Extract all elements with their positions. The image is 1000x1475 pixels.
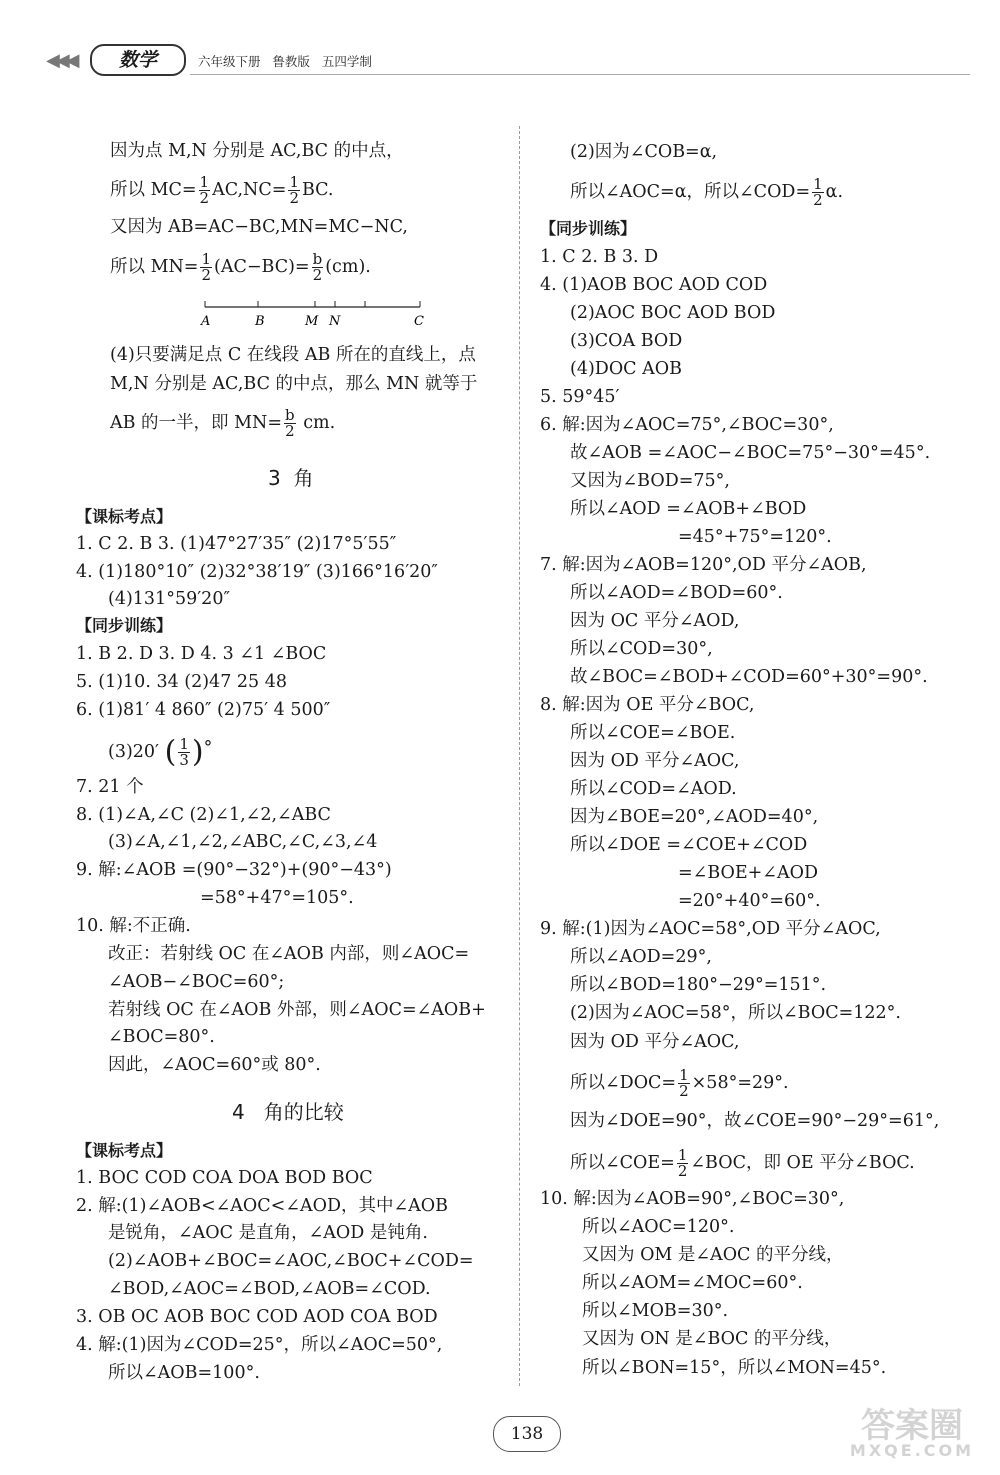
text-line: 因为∠BOE=20°,∠AOD=40°, [570, 807, 819, 827]
text-line: 3. OB OC AOB BOC COD AOD COA BOD [76, 1307, 438, 1327]
text-line: 又因为 OM 是∠AOC 的平分线， [582, 1245, 844, 1265]
text-line: ∠BOD,∠AOC=∠BOD,∠AOB=∠COD. [108, 1279, 431, 1299]
text-line: 5. (1)10. 34 (2)47 25 48 [76, 672, 287, 692]
column-divider [519, 126, 520, 1386]
subject-badge: 数学 [90, 44, 186, 76]
text-line: =45°+75°=120°. [678, 527, 832, 547]
text-line: 所以∠MOB=30°. [582, 1301, 729, 1321]
text-line: 8. 解:因为 OE 平分∠BOC, [540, 695, 755, 715]
text-line: 因为点 M,N 分别是 AC,BC 的中点， [110, 141, 404, 161]
text-line: 因为 OC 平分∠AOD, [570, 611, 740, 631]
fraction: $\frac{1}{2}$ [813, 175, 823, 209]
text-line: 所以∠COE= $\frac{1}{2}$ ∠BOC，即 OE 平分∠BOC. [570, 1146, 915, 1180]
text-line: 所以∠AOM=∠MOC=60°. [582, 1273, 803, 1293]
fraction: $\frac{b}{2}$ [285, 406, 295, 440]
fraction: $\frac{1}{2}$ [677, 1146, 688, 1180]
text-line: 所以∠AOC=120°. [582, 1217, 735, 1237]
section-title-3: 3 角 [268, 466, 314, 490]
text-line: (4)只要满足点 C 在线段 AB 所在的直线上，点 [110, 345, 476, 365]
text-line: 所以 MN= $\frac{1}{2}$ (AC−BC)= $\frac{b}{2}$ (cm). [110, 250, 371, 284]
text-line: 2. 解:(1)∠AOB<∠AOC<∠AOD，其中∠AOB [76, 1196, 449, 1216]
section-heading: 【同步训练】 [540, 219, 637, 238]
text-line: 所以∠COD=∠AOD. [570, 779, 737, 799]
text-line: 又因为∠BOD=75°, [570, 471, 730, 491]
arrow-decoration-icon: ◀◀◀ [46, 50, 76, 71]
text-line: ∠BOC=80°. [108, 1027, 215, 1047]
point-label-c: C [414, 314, 424, 329]
text-line: 若射线 OC 在∠AOB 外部，则∠AOC=∠AOB+ [108, 1000, 486, 1020]
point-label-b: B [255, 314, 265, 329]
text-line: 因为 OD 平分∠AOC, [570, 1032, 740, 1052]
text-line: 又因为 AB=AC−BC,MN=MC−NC, [110, 217, 408, 237]
text-line: 所以∠COE=∠BOE. [570, 723, 736, 743]
text-line: 所以 MC= $\frac{1}{2}$ AC,NC= $\frac{1}{2}$ BC. [110, 173, 334, 207]
text-line: (3)20′ ( $\frac{1}{3}$ )° [108, 734, 213, 770]
text-line: (2)AOC BOC AOD BOD [570, 303, 776, 323]
text-line: 所以∠BON=15°，所以∠MON=45°. [582, 1358, 887, 1378]
section-heading: 【课标考点】 [76, 1141, 173, 1160]
text-line: (3)∠A,∠1,∠2,∠ABC,∠C,∠3,∠4 [108, 832, 378, 852]
point-label-a: A [201, 314, 211, 329]
point-label-n: N [329, 314, 341, 329]
fraction: $\frac{b}{2}$ [312, 250, 323, 284]
watermark [842, 1398, 982, 1468]
text-line: 1. B 2. D 3. D 4. 3 ∠1 ∠BOC [76, 644, 327, 664]
text-line: 7. 21 个 [76, 777, 144, 797]
text-line: 所以∠AOD =∠AOB+∠BOD [570, 499, 807, 519]
text-line: (2)因为∠AOC=58°，所以∠BOC=122°. [570, 1003, 901, 1023]
text-line: 10. 解:不正确. [76, 916, 191, 936]
text-line: =20°+40°=60°. [678, 891, 821, 911]
text-line: 所以∠AOC=α，所以∠COD= $\frac{1}{2}$ α. [570, 175, 844, 209]
text-line: 因为∠DOE=90°，故∠COE=90°−29°=61°, [570, 1111, 940, 1131]
text-line: 1. C 2. B 3. (1)47°27′35″ (2)17°5′55″ [76, 534, 397, 554]
text-line: 4. (1)180°10″ (2)32°38′19″ (3)166°16′20″ [76, 562, 438, 582]
text-line: 所以∠AOD=∠BOD=60°. [570, 583, 783, 603]
text-line: AB 的一半，即 MN= $\frac{b}{2}$ cm. [110, 406, 336, 440]
text-line: 是锐角，∠AOC 是直角，∠AOD 是钝角. [108, 1223, 428, 1243]
text-line: 4. 解:(1)因为∠COD=25°，所以∠AOC=50°, [76, 1335, 443, 1355]
text-line: 故∠AOB =∠AOC−∠BOC=75°−30°=45°. [570, 443, 931, 463]
text-line: 9. 解:∠AOB =(90°−32°)+(90°−43°) [76, 860, 392, 880]
text-line: 又因为 ON 是∠BOC 的平分线， [582, 1329, 842, 1349]
text-line: 6. 解:因为∠AOC=75°,∠BOC=30°, [540, 415, 834, 435]
fraction: $\frac{1}{2}$ [201, 250, 212, 284]
text-line: 所以∠BOD=180°−29°=151°. [570, 975, 827, 995]
text-line: 因此，∠AOC=60°或 80°. [108, 1055, 321, 1075]
text-line: 7. 解:因为∠AOB=120°,OD 平分∠AOB, [540, 555, 867, 575]
text-line: 所以∠DOC= $\frac{1}{2}$ ×58°=29°. [570, 1066, 789, 1100]
text-line: 所以∠COD=30°, [570, 639, 713, 659]
text-line: ∠AOB−∠BOC=60°; [108, 972, 285, 992]
text-line: (4)DOC AOB [570, 359, 682, 379]
text-line: 4. (1)AOB BOC AOD COD [540, 275, 768, 295]
section-heading: 【同步训练】 [76, 616, 173, 635]
text-line: (2)因为∠COB=α, [570, 142, 718, 162]
text-line: 所以∠AOD=29°, [570, 947, 712, 967]
page-number: 138 [493, 1416, 561, 1452]
fraction: $\frac{1}{2}$ [289, 173, 299, 207]
text-line: (2)∠AOB+∠BOC=∠AOC,∠BOC+∠COD= [108, 1251, 474, 1271]
text-line: 9. 解:(1)因为∠AOC=58°,OD 平分∠AOC, [540, 919, 881, 939]
text-line: =58°+47°=105°. [200, 888, 354, 908]
page-header [40, 42, 970, 76]
point-label-m: M [305, 314, 319, 329]
section-heading: 【课标考点】 [76, 507, 173, 526]
book-info: 六年级下册 鲁教版 五四学制 [198, 54, 372, 69]
segment-diagram [195, 295, 435, 335]
text-line: (3)COA BOD [570, 331, 683, 351]
text-line: M,N 分别是 AC,BC 的中点，那么 MN 就等于 [110, 374, 478, 394]
text-line: 6. (1)81′ 4 860″ (2)75′ 4 500″ [76, 700, 331, 720]
text-line: 所以∠AOB=100°. [108, 1363, 260, 1383]
fraction: $\frac{1}{2}$ [679, 1066, 689, 1100]
text-line: 8. (1)∠A,∠C (2)∠1,∠2,∠ABC [76, 805, 331, 825]
fraction: $\frac{1}{3}$ [179, 735, 189, 769]
text-line: =∠BOE+∠AOD [678, 863, 818, 883]
text-line: 1. BOC COD COA DOA BOD BOC [76, 1168, 373, 1188]
header-rule [190, 74, 970, 75]
watermark-sub: MXQE.COM [849, 1441, 975, 1460]
watermark-main: 答案圈 [861, 1406, 963, 1446]
text-line: 故∠BOC=∠BOD+∠COD=60°+30°=90°. [570, 667, 928, 687]
section-title-4: 4 角的比较 [232, 1100, 344, 1124]
text-line: 所以∠DOE =∠COE+∠COD [570, 835, 808, 855]
text-line: 改正：若射线 OC 在∠AOB 内部，则∠AOC= [108, 944, 470, 964]
fraction: $\frac{1}{2}$ [199, 173, 210, 207]
text-line: (4)131°59′20″ [108, 589, 230, 609]
text-line: 1. C 2. B 3. D [540, 247, 659, 267]
text-line: 5. 59°45′ [540, 387, 620, 407]
text-line: 因为 OD 平分∠AOC, [570, 751, 740, 771]
text-line: 10. 解:因为∠AOB=90°,∠BOC=30°, [540, 1189, 845, 1209]
